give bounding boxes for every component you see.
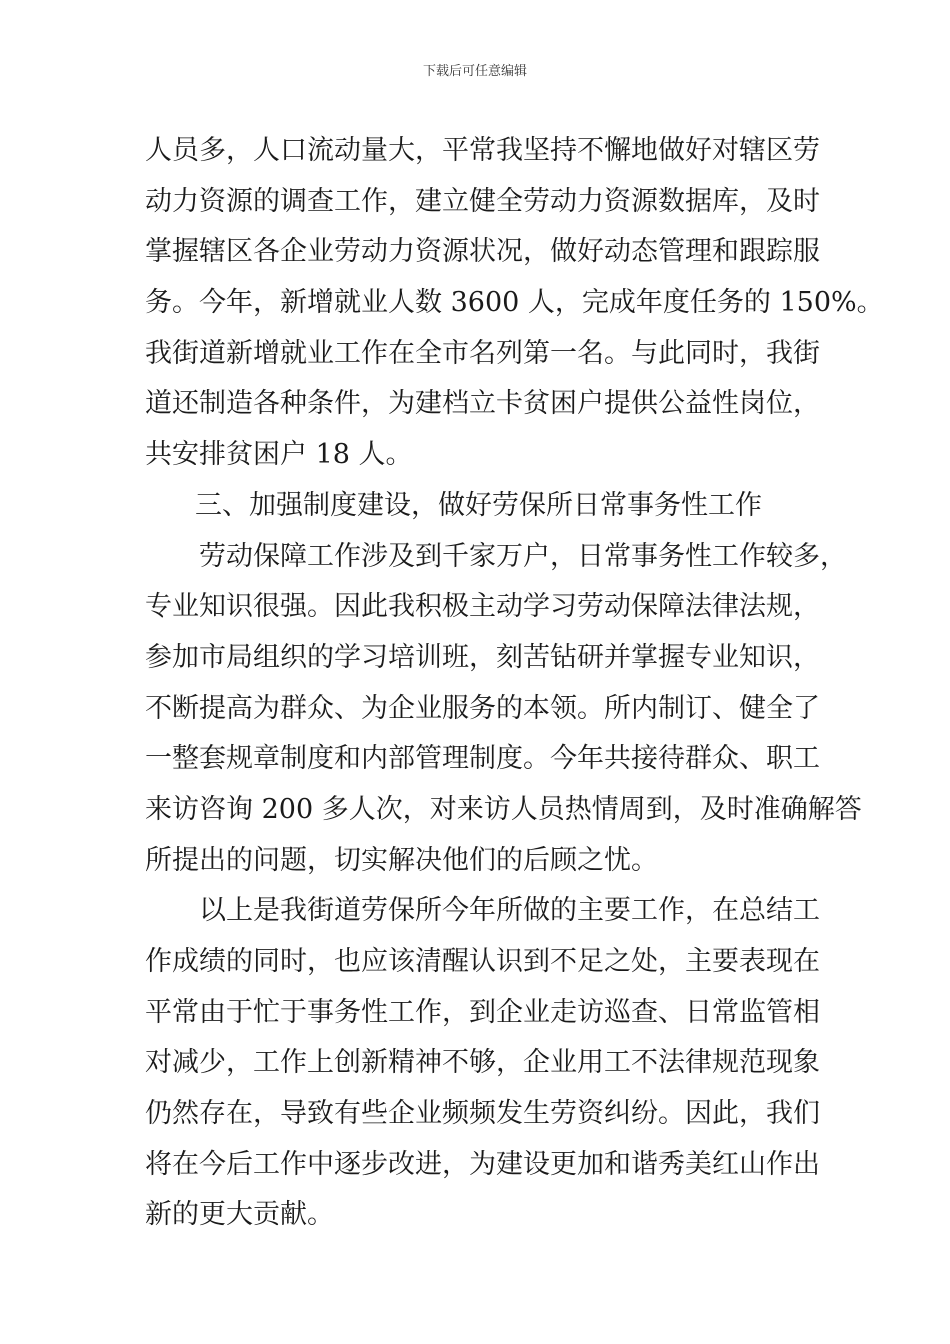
document-body	[145, 126, 884, 1241]
paragraph-line: 参加市局组织的学习培训班，刻苦钻研并掌握专业知识，	[145, 641, 820, 673]
paragraph-line: 务。今年，新增就业人数 3600 人，完成年度任务的 150%。	[145, 287, 884, 319]
paragraph-line: 仍然存在，导致有些企业频频发生劳资纠纷。因此，我们	[145, 1098, 820, 1130]
paragraph-line: 我街道新增就业工作在全市名列第一名。与此同时，我街	[145, 337, 820, 369]
paragraph-line: 劳动保障工作涉及到千家万户，日常事务性工作较多，	[199, 540, 847, 572]
paragraph-line: 平常由于忙于事务性工作，到企业走访巡查、日常监管相	[145, 996, 820, 1028]
paragraph-line: 将在今后工作中逐步改进，为建设更加和谐秀美红山作出	[145, 1148, 820, 1180]
paragraph-line: 一整套规章制度和内部管理制度。今年共接待群众、职工	[145, 743, 820, 775]
paragraph-line: 不断提高为群众、为企业服务的本领。所内制订、健全了	[145, 692, 820, 724]
paragraph-line: 动力资源的调查工作，建立健全劳动力资源数据库，及时	[145, 185, 820, 217]
section-heading: 三、加强制度建设，做好劳保所日常事务性工作	[195, 489, 762, 521]
page-header: 下载后可任意编辑	[422, 64, 527, 79]
paragraph-line: 所提出的问题，切实解决他们的后顾之忧。	[145, 844, 658, 876]
paragraph-line: 来访咨询 200 多人次，对来访人员热情周到，及时准确解答	[145, 793, 862, 825]
paragraph-line: 共安排贫困户 18 人。	[145, 439, 413, 471]
paragraph-line: 新的更大贡献。	[145, 1199, 334, 1231]
paragraph-line: 人员多，人口流动量大，平常我坚持不懈地做好对辖区劳	[145, 135, 820, 166]
paragraph-line: 对减少，工作上创新精神不够，企业用工不法律规范现象	[145, 1047, 820, 1079]
paragraph-line: 道还制造各种条件，为建档立卡贫困户提供公益性岗位，	[145, 388, 820, 420]
paragraph-line: 作成绩的同时，也应该清醒认识到不足之处，主要表现在	[145, 946, 820, 977]
paragraph-line: 专业知识很强。因此我积极主动学习劳动保障法律法规，	[145, 591, 820, 623]
paragraph-line: 掌握辖区各企业劳动力资源状况，做好动态管理和跟踪服	[145, 236, 820, 268]
paragraph-line: 以上是我街道劳保所今年所做的主要工作，在总结工	[199, 895, 820, 927]
